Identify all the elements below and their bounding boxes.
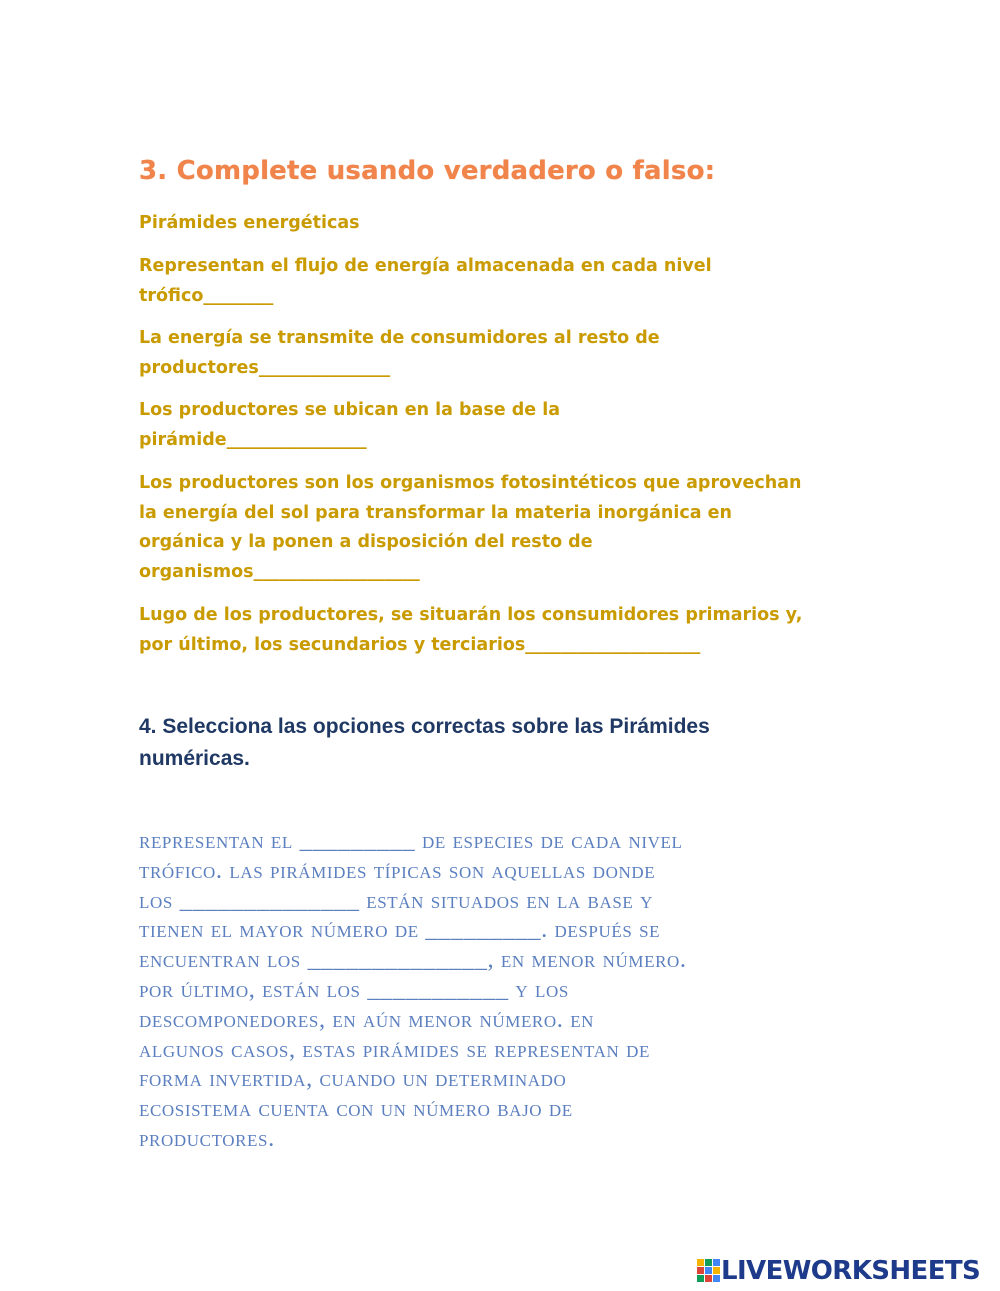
statement-line: Los productores son los organismos fotosintéticos que aprovechan — [139, 473, 802, 493]
statement-5 — [139, 601, 879, 660]
statement-line: Representan el flujo de energía almacenada en cada nivel — [139, 256, 712, 276]
section-4-title — [139, 711, 839, 775]
paragraph-line: ecosistema cuenta con un número bajo de — [139, 1095, 573, 1123]
logo-text: LIVEWORKSHEETS — [721, 1256, 981, 1286]
statement-2 — [139, 324, 879, 383]
section-4-title-line: numéricas. — [139, 747, 250, 770]
paragraph-line: trófico. las pirámides típicas son aquellas donde — [139, 856, 656, 884]
paragraph-line: representan el _________ de especies de cada nivel — [139, 827, 683, 854]
paragraph-line: forma invertida, cuando un determinado — [139, 1065, 567, 1093]
paragraph-line: descomponedores, en aún menor número. en — [139, 1005, 595, 1033]
paragraph-line: tienen el mayor número de _________. después se — [139, 916, 661, 944]
section-3-subtitle: Pirámides energéticas — [139, 213, 360, 233]
statement-line: productores_______________ — [139, 357, 391, 378]
paragraph-line: algunos casos, estas pirámides se representan de — [139, 1035, 651, 1063]
liveworksheets-logo-icon — [697, 1259, 719, 1283]
section-4-paragraph — [139, 826, 864, 1154]
statement-line: organismos___________________ — [139, 561, 420, 582]
statement-3 — [139, 396, 879, 455]
paragraph-line: los ______________ están situados en la base y — [139, 886, 653, 914]
statement-line: pirámide________________ — [139, 429, 367, 450]
statement-line: trófico________ — [139, 285, 274, 306]
statement-line: La energía se transmite de consumidores al resto de — [139, 328, 660, 348]
paragraph-line: encuentran los ______________, en menor número. — [139, 946, 687, 974]
statement-line: por último, los secundarios y terciarios____________________ — [139, 634, 701, 655]
paragraph-line: por último, están los ___________ y los — [139, 975, 569, 1003]
statement-line: Los productores se ubican en la base de la — [139, 400, 561, 420]
statement-line: la energía del sol para transformar la materia inorgánica en — [139, 502, 732, 523]
paragraph-line: productores. — [139, 1124, 275, 1152]
section-4-title-line: 4. Selecciona las opciones correctas sobre las Pirámides — [139, 715, 710, 738]
statement-line: orgánica y la ponen a disposición del resto de — [139, 532, 593, 552]
liveworksheets-logo — [697, 1255, 980, 1287]
statement-line: Lugo de los productores, se situarán los consumidores primarios y, — [139, 605, 803, 625]
statement-4 — [139, 469, 879, 587]
statement-1 — [139, 252, 879, 311]
section-3-title: 3. Complete usando verdadero o falso: — [139, 156, 716, 186]
